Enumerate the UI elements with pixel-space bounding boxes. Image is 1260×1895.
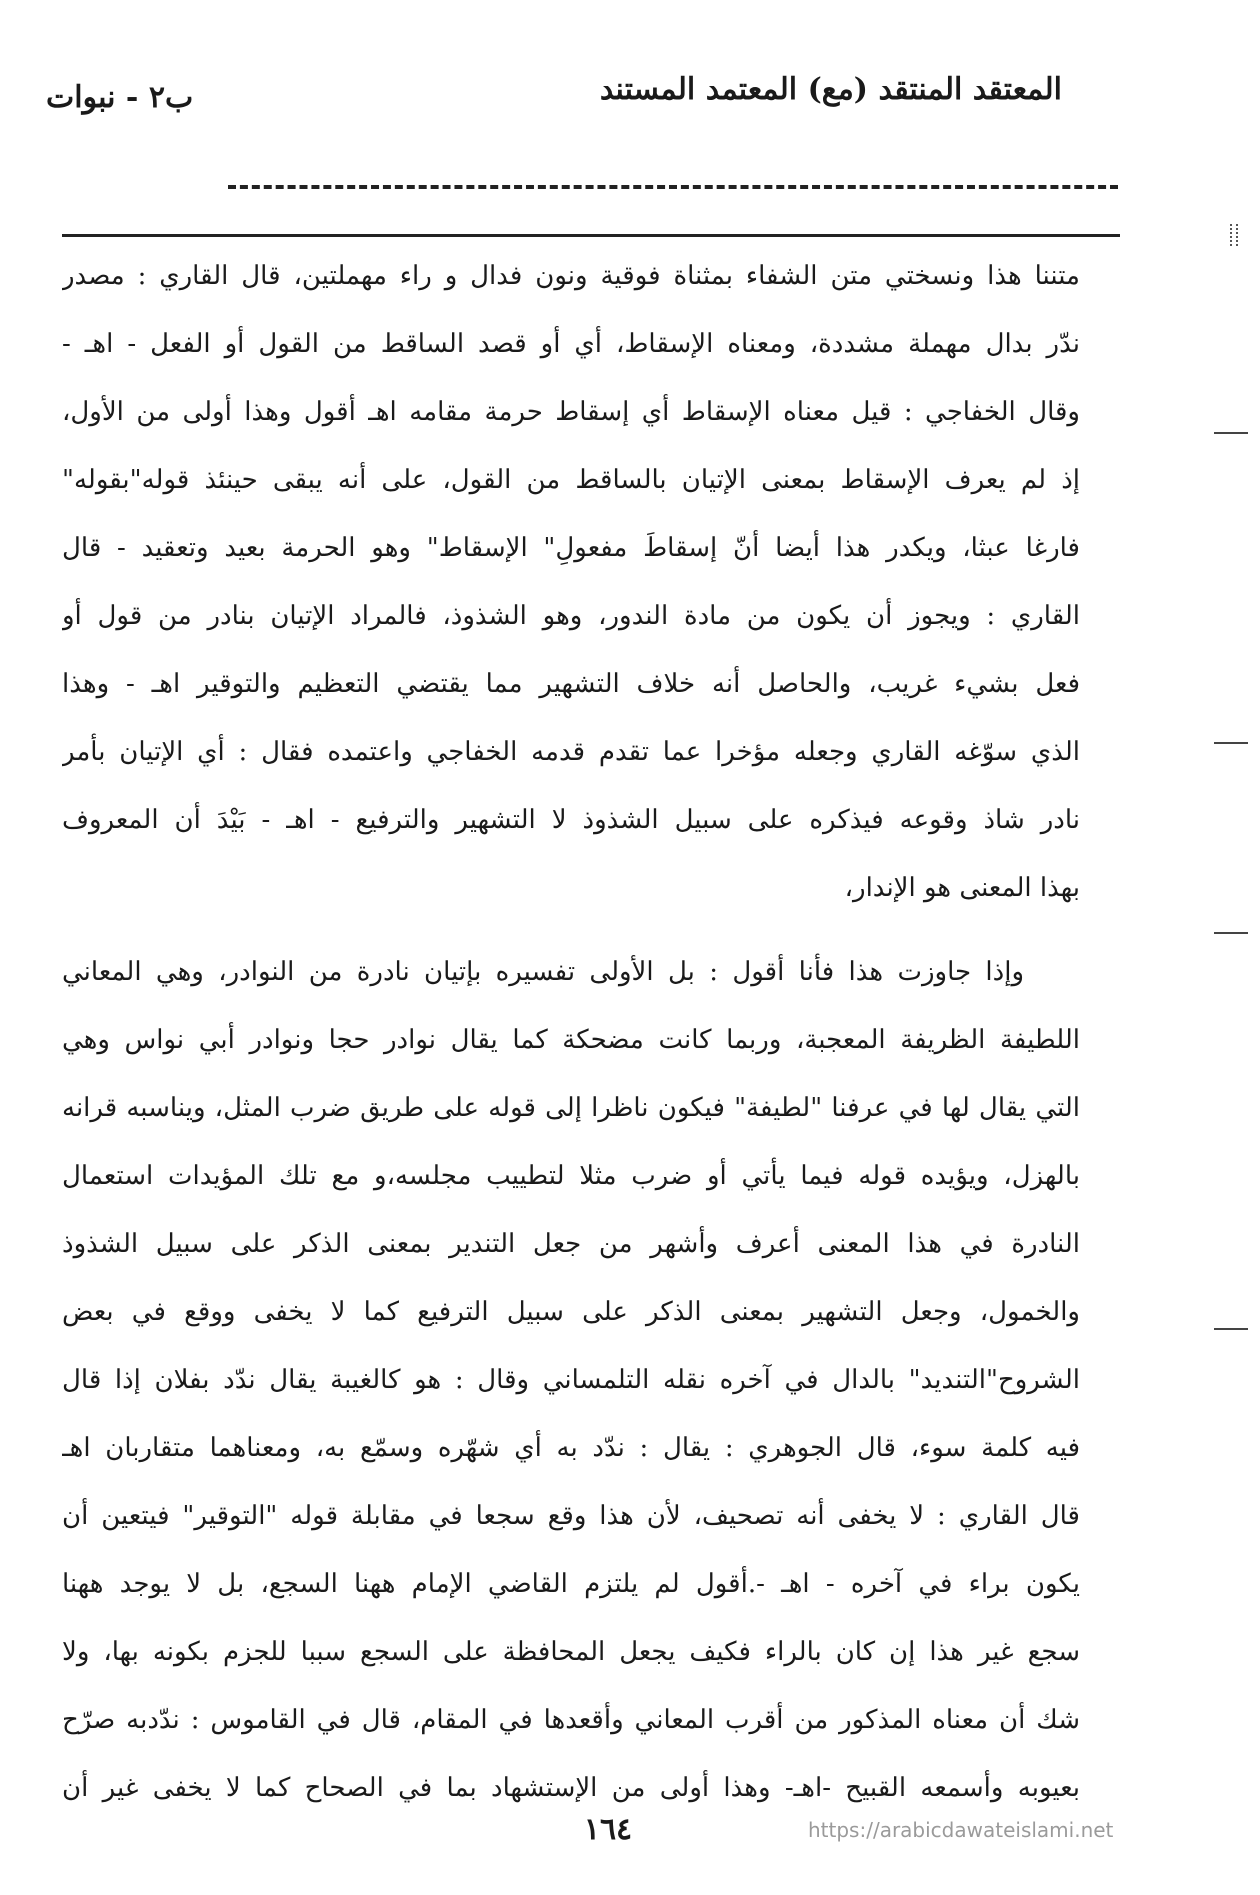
header-rule [62, 234, 1120, 237]
page-number: ١٦٤ [583, 1812, 633, 1847]
margin-tick [1214, 432, 1248, 434]
text-line: فعل بشيء غريب، والحاصل أنه خلاف التشهير مما يقتضي التعظيم والتوقير اهـ - وهذا [62, 669, 1080, 699]
text-line: بعيوبه وأسمعه القبيح -اهـ- وهذا أولى من الإستشهاد بما في الصحاح كما لا يخفى غير أن [62, 1773, 1080, 1803]
text-line: بالهزل، ويؤيده قوله فيما يأتي أو ضرب مثلا لتطييب مجلسه،و مع تلك المؤيدات استعمال [62, 1161, 1080, 1191]
text-line: الشروح"التنديد" بالدال في آخره نقله التلمساني وقال : هو كالغيبة يقال ندّد بفلان إذا قال [62, 1365, 1080, 1395]
watermark-url: https://arabicdawateislami.net [808, 1818, 1114, 1842]
paragraph-1 [62, 242, 1080, 922]
text-line: متننا هذا ونسختي متن الشفاء بمثناة فوقية ونون فدال و راء مهملتين، قال القاري : مصدر [62, 261, 1080, 291]
page-body-text [62, 242, 1080, 1822]
text-line: قال القاري : لا يخفى أنه تصحيف، لأن هذا وقع سجعا في مقابلة قوله "التوقير" فيتعين أن [62, 1501, 1080, 1531]
text-line: القاري : ويجوز أن يكون من مادة الندور، وهو الشذوذ، فالمراد الإتيان بنادر من قول أو [62, 601, 1080, 631]
text-line: فيه كلمة سوء، قال الجوهري : يقال : ندّد به أي شهّره وسمّع به، ومعناهما متقاربان اهـ [62, 1433, 1080, 1463]
text-line: شك أن معناه المذكور من أقرب المعاني وأقعدها في المقام، قال في القاموس : ندّدبه صرّح [62, 1705, 1080, 1735]
running-header-title: المعتقد المنتقد (مع) المعتمد المستند [599, 72, 1062, 107]
text-line: إذ لم يعرف الإسقاط بمعنى الإتيان بالساقط من القول، على أنه يبقى حينئذ قوله"بقوله" [62, 465, 1080, 495]
paragraph-2 [62, 938, 1080, 1822]
text-line: وإذا جاوزت هذا فأنا أقول : بل الأولى تفسيره بإتيان نادرة من النوادر، وهي المعاني [62, 957, 1024, 987]
text-line: يكون براء في آخره - اهـ -.أقول لم يلتزم القاضي الإمام ههنا السجع، بل لا يوجد ههنا [62, 1569, 1080, 1599]
text-line: التي يقال لها في عرفنا "لطيفة" فيكون ناظرا إلى قوله على طريق ضرب المثل، ويناسبه قرانه [62, 1093, 1080, 1123]
text-line: سجع غير هذا إن كان بالراء فكيف يجعل المحافظة على السجع سببا للجزم بكونه بها، ولا [62, 1637, 1080, 1667]
text-line: ندّر بدال مهملة مشددة، ومعناه الإسقاط، أي أو قصد الساقط من القول أو الفعل - اهـ - [62, 329, 1080, 359]
text-line: اللطيفة الظريفة المعجبة، وربما كانت مضحكة كما يقال نوادر حجا ونوادر أبي نواس وهي [62, 1025, 1080, 1055]
margin-tick [1214, 1328, 1248, 1330]
text-line: الذي سوّغه القاري وجعله مؤخرا عما تقدم قدمه الخفاجي واعتمده فقال : أي الإتيان بأمر [62, 737, 1080, 767]
margin-tick [1214, 932, 1248, 934]
text-line: والخمول، وجعل التشهير بمعنى الذكر على سبيل الترفيع كما لا يخفى ووقع في بعض [62, 1297, 1080, 1327]
text-line: فارغا عبثا، ويكدر هذا أيضا أنّ إسقاطَ مفعولِ" الإسقاط" وهو الحرمة بعيد وتعقيد - قال [62, 533, 1080, 563]
running-header-volume: ب٢ - نبوات [46, 80, 194, 115]
text-line: بهذا المعنى هو الإندار، [844, 873, 1080, 903]
text-line: وقال الخفاجي : قيل معناه الإسقاط أي إسقاط حرمة مقامه اهـ أقول وهذا أولى من الأول، [62, 397, 1080, 427]
text-line: نادر شاذ وقوعه فيذكره على سبيل الشذوذ لا التشهير والترفيع - اهـ - بَيْدَ أن المعروف [62, 805, 1080, 835]
margin-mark [1230, 224, 1238, 246]
header-dashed-divider [228, 185, 1118, 189]
margin-tick [1214, 742, 1248, 744]
text-line: النادرة في هذا المعنى أعرف وأشهر من جعل التندير بمعنى الذكر على سبيل الشذوذ [62, 1229, 1080, 1259]
